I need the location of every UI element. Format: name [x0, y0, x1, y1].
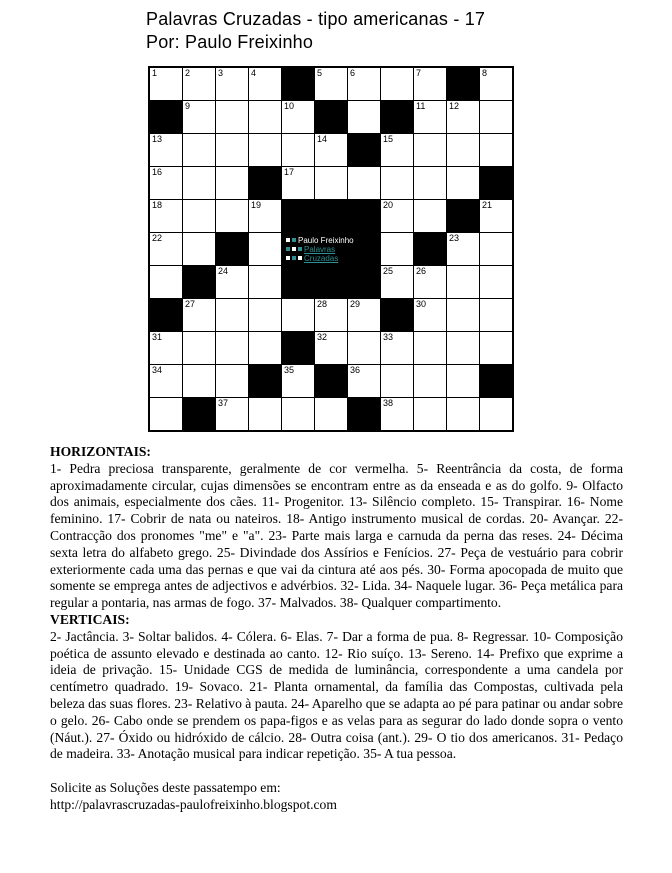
cell-number: 18: [152, 200, 163, 210]
grid-cell: [282, 299, 314, 331]
grid-cell: [348, 101, 380, 133]
grid-cell-black: [183, 398, 215, 430]
cell-number: 5: [317, 68, 323, 78]
grid-cell: [480, 332, 512, 364]
grid-cell: [414, 332, 446, 364]
logo-palavras-text: Palavras: [304, 244, 336, 254]
grid-cell: [447, 332, 479, 364]
grid-cell: [315, 167, 347, 199]
grid-cell: [216, 101, 248, 133]
cell-number: 6: [350, 68, 356, 78]
grid-cell: [249, 200, 281, 232]
grid-cell: [381, 398, 413, 430]
logo-checker-icon: [286, 247, 290, 251]
grid-cell: [216, 398, 248, 430]
page-title: Palavras Cruzadas - tipo americanas - 17: [146, 9, 486, 29]
logo-cruzadas-text: Cruzadas: [304, 253, 339, 263]
grid-cell-black: [315, 365, 347, 397]
cell-number: 1: [152, 68, 158, 78]
cell-number: 2: [185, 68, 191, 78]
grid-cell: [249, 332, 281, 364]
grid-cell: [249, 398, 281, 430]
cell-number: 29: [350, 299, 361, 309]
cell-number: 16: [152, 167, 163, 177]
cell-number: 21: [482, 200, 493, 210]
grid-cell: [216, 299, 248, 331]
cell-number: 15: [383, 134, 394, 144]
grid-cell-black: [183, 266, 215, 298]
grid-cell: [282, 398, 314, 430]
grid-cell: [480, 134, 512, 166]
grid-cell: [249, 68, 281, 100]
grid-cell: [150, 233, 182, 265]
cell-number: 17: [284, 167, 295, 177]
grid-cell: [315, 68, 347, 100]
grid-cell: [480, 398, 512, 430]
grid-cell: [183, 101, 215, 133]
cell-number: 20: [383, 200, 394, 210]
grid-cell: [183, 365, 215, 397]
grid-cell: [381, 68, 413, 100]
grid-cell: [315, 332, 347, 364]
grid-cell-black: [480, 167, 512, 199]
grid-cell: [150, 200, 182, 232]
cell-number: 12: [449, 101, 460, 111]
grid-cell: [348, 167, 380, 199]
grid-cell: [447, 167, 479, 199]
grid-cell: [216, 332, 248, 364]
grid-cell: [216, 134, 248, 166]
grid-cell: [480, 233, 512, 265]
grid-cell: [414, 101, 446, 133]
grid-cell-black: [447, 68, 479, 100]
grid-cell: [183, 167, 215, 199]
grid-cell: [480, 266, 512, 298]
grid-cell: [381, 134, 413, 166]
cell-number: 30: [416, 299, 427, 309]
grid-cell: [216, 365, 248, 397]
grid-cell: [216, 200, 248, 232]
cell-number: 14: [317, 134, 328, 144]
cell-number: 11: [416, 101, 426, 111]
grid-cell: [315, 134, 347, 166]
grid-cell: [447, 299, 479, 331]
cell-number: 10: [284, 101, 295, 111]
grid-cell: [381, 365, 413, 397]
publisher-logo: [284, 234, 378, 264]
grid-cell: [216, 167, 248, 199]
grid-cell: [249, 266, 281, 298]
grid-cell: [249, 101, 281, 133]
grid-cell: [150, 266, 182, 298]
logo-checker-icon: [292, 238, 296, 242]
grid-cell: [447, 134, 479, 166]
cell-number: 23: [449, 233, 460, 243]
grid-cell: [480, 200, 512, 232]
cell-number: 9: [185, 101, 191, 111]
grid-cell: [480, 68, 512, 100]
cell-number: 28: [317, 299, 328, 309]
grid-cell: [183, 134, 215, 166]
grid-cell-black: [447, 200, 479, 232]
title-block: [146, 8, 485, 54]
cell-number: 37: [218, 398, 229, 408]
grid-cell: [150, 398, 182, 430]
cell-number: 36: [350, 365, 361, 375]
grid-cell-black: [348, 200, 380, 232]
cell-number: 32: [317, 332, 328, 342]
logo-checker-icon: [292, 247, 296, 251]
grid-cell-black: [150, 101, 182, 133]
blog-url-link[interactable]: http://palavrascruzadas-paulofreixinho.blogspot.com: [50, 796, 337, 812]
grid-cell-black: [315, 101, 347, 133]
grid-cell: [348, 299, 380, 331]
grid-cell: [249, 299, 281, 331]
grid-cell-black: [315, 266, 347, 298]
grid-cell: [183, 332, 215, 364]
logo-checker-icon: [298, 256, 302, 260]
cell-number: 4: [251, 68, 257, 78]
grid-cell: [216, 68, 248, 100]
grid-cell: [447, 365, 479, 397]
grid-cell: [150, 365, 182, 397]
logo-checker-icon: [292, 256, 296, 260]
cell-number: 27: [185, 299, 196, 309]
grid-cell: [381, 167, 413, 199]
grid-cell: [183, 233, 215, 265]
cell-number: 33: [383, 332, 394, 342]
cell-number: 31: [152, 332, 163, 342]
logo-line-palavras: [284, 245, 378, 254]
cell-number: 35: [284, 365, 295, 375]
grid-cell-black: [348, 266, 380, 298]
grid-cell: [282, 101, 314, 133]
grid-cell: [414, 68, 446, 100]
grid-cell: [414, 398, 446, 430]
logo-author-text: Paulo Freixinho: [298, 235, 354, 245]
grid-cell: [183, 299, 215, 331]
grid-cell-black: [381, 101, 413, 133]
cell-number: 7: [416, 68, 422, 78]
grid-cell-black: [315, 200, 347, 232]
grid-cell-black: [381, 299, 413, 331]
grid-cell: [414, 167, 446, 199]
grid-cell-black: [348, 134, 380, 166]
cell-number: 13: [152, 134, 163, 144]
grid-cell-black: [216, 233, 248, 265]
grid-cell: [447, 233, 479, 265]
grid-cell: [447, 266, 479, 298]
cell-number: 34: [152, 365, 163, 375]
across-clues-text: 1- Pedra preciosa transparente, geralmente de cor vermelha. 5- Reentrância da costa, de forma aproximadamente circular, cujas dimensões se encontram entre as da enseada e as do golfo. 9- Olfacto dos animais, especialmente dos cães. 11- Progenitor. 13- Silêncio completo. 15- Transpirar. 16- Nome feminino. 17- Cobrir de nata ou nateiros. 18- Antigo instrumento musical de cordas. 20- Avançar. 22- Contracção dos pronomes "me" e "a". 23- Parte mais larga e carnuda da perna das reses. 24- Décima sexta letra do alfabeto grego. 25- Divindade dos Assírios e Fenícios. 27- Peça de vestuário para cobrir exteriormente cada uma das pernas e que vai da cintura até aos pés. 30- Forma apocopada de muito que somente se emprega antes de adjectivos e advérbios. 32- Lida. 34- Naquele lugar. 36- Peça metálica para regular a pontaria, nas armas de fogo. 37- Malvados. 38- Qualquer compartimento.: [50, 460, 623, 611]
page-author: Por: Paulo Freixinho: [146, 32, 314, 52]
grid-cell: [183, 200, 215, 232]
logo-checker-icon: [286, 256, 290, 260]
footer-block: [50, 780, 623, 814]
across-heading: HORIZONTAIS:: [50, 444, 151, 459]
grid-cell-black: [282, 68, 314, 100]
logo-line-author: [284, 236, 378, 245]
cell-number: 3: [218, 68, 224, 78]
grid-cell-black: [282, 266, 314, 298]
grid-cell: [381, 266, 413, 298]
grid-cell-black: [282, 200, 314, 232]
solutions-note: Solicite as Soluções deste passatempo em:: [50, 780, 281, 796]
grid-cell: [480, 101, 512, 133]
grid-cell: [381, 233, 413, 265]
cell-number: 38: [383, 398, 394, 408]
grid-cell: [381, 332, 413, 364]
down-clues-text: 2- Jactância. 3- Soltar balidos. 4- Cólera. 6- Elas. 7- Dar a forma de pua. 8- Regressar. 10- Composição poética de assunto elevado e destinada ao canto. 12- Rio suíço. 13- Sereno. 14- Prefixo que exprime a ideia de privação. 15- Unidade CGS de medida de luminância, correspondente a uma candela por centímetro quadrado. 19- Sovaco. 21- Planta ornamental, da família das Compostas, cultivada pela beleza das suas flores. 23- Relativo à pauta. 24- Aparelho que se adapta ao pé para patinar ou andar sobre o gelo. 26- Cabo onde se prendem os papa-figos e as velas para as segurar do lado donde sopra o vento (Náut.). 27- Óxido ou hidróxido de cálcio. 28- Outra coisa (ant.). 29- O tio dos americanos. 31- Pedaço de madeira. 33- Anotação musical para indicar repetição. 35- A tua pessoa.: [50, 628, 623, 762]
grid-cell-black: [249, 365, 281, 397]
logo-checker-icon: [286, 238, 290, 242]
grid-cell-black: [348, 398, 380, 430]
grid-cell: [315, 299, 347, 331]
grid-cell: [414, 134, 446, 166]
cell-number: 26: [416, 266, 427, 276]
grid-cell: [282, 134, 314, 166]
grid-cell: [315, 398, 347, 430]
grid-cell: [414, 299, 446, 331]
grid-cell: [183, 68, 215, 100]
grid-cell-black: [150, 299, 182, 331]
grid-cell: [150, 68, 182, 100]
grid-cell: [381, 200, 413, 232]
grid-cell: [150, 134, 182, 166]
grid-cell: [282, 365, 314, 397]
grid-cell: [216, 266, 248, 298]
grid-cell-black: [282, 332, 314, 364]
grid-cell: [348, 332, 380, 364]
cell-number: 19: [251, 200, 262, 210]
logo-checker-icon: [298, 247, 302, 251]
down-heading: VERTICAIS:: [50, 611, 130, 627]
grid-cell: [447, 101, 479, 133]
grid-cell-black: [480, 365, 512, 397]
grid-cell: [150, 332, 182, 364]
grid-cell: [447, 398, 479, 430]
logo-line-cruzadas: [284, 254, 378, 263]
clues-section: [50, 444, 623, 814]
grid-cell-black: [414, 233, 446, 265]
cell-number: 25: [383, 266, 394, 276]
cell-number: 8: [482, 68, 488, 78]
grid-cell: [150, 167, 182, 199]
grid-cell: [282, 167, 314, 199]
grid-cell: [348, 365, 380, 397]
grid-cell: [414, 365, 446, 397]
grid-cell: [414, 200, 446, 232]
cell-number: 24: [218, 266, 229, 276]
grid-cell: [249, 233, 281, 265]
grid-cell: [414, 266, 446, 298]
grid-cell: [249, 134, 281, 166]
grid-cell-black: [249, 167, 281, 199]
grid-cell: [480, 299, 512, 331]
grid-cell: [348, 68, 380, 100]
cell-number: 22: [152, 233, 163, 243]
